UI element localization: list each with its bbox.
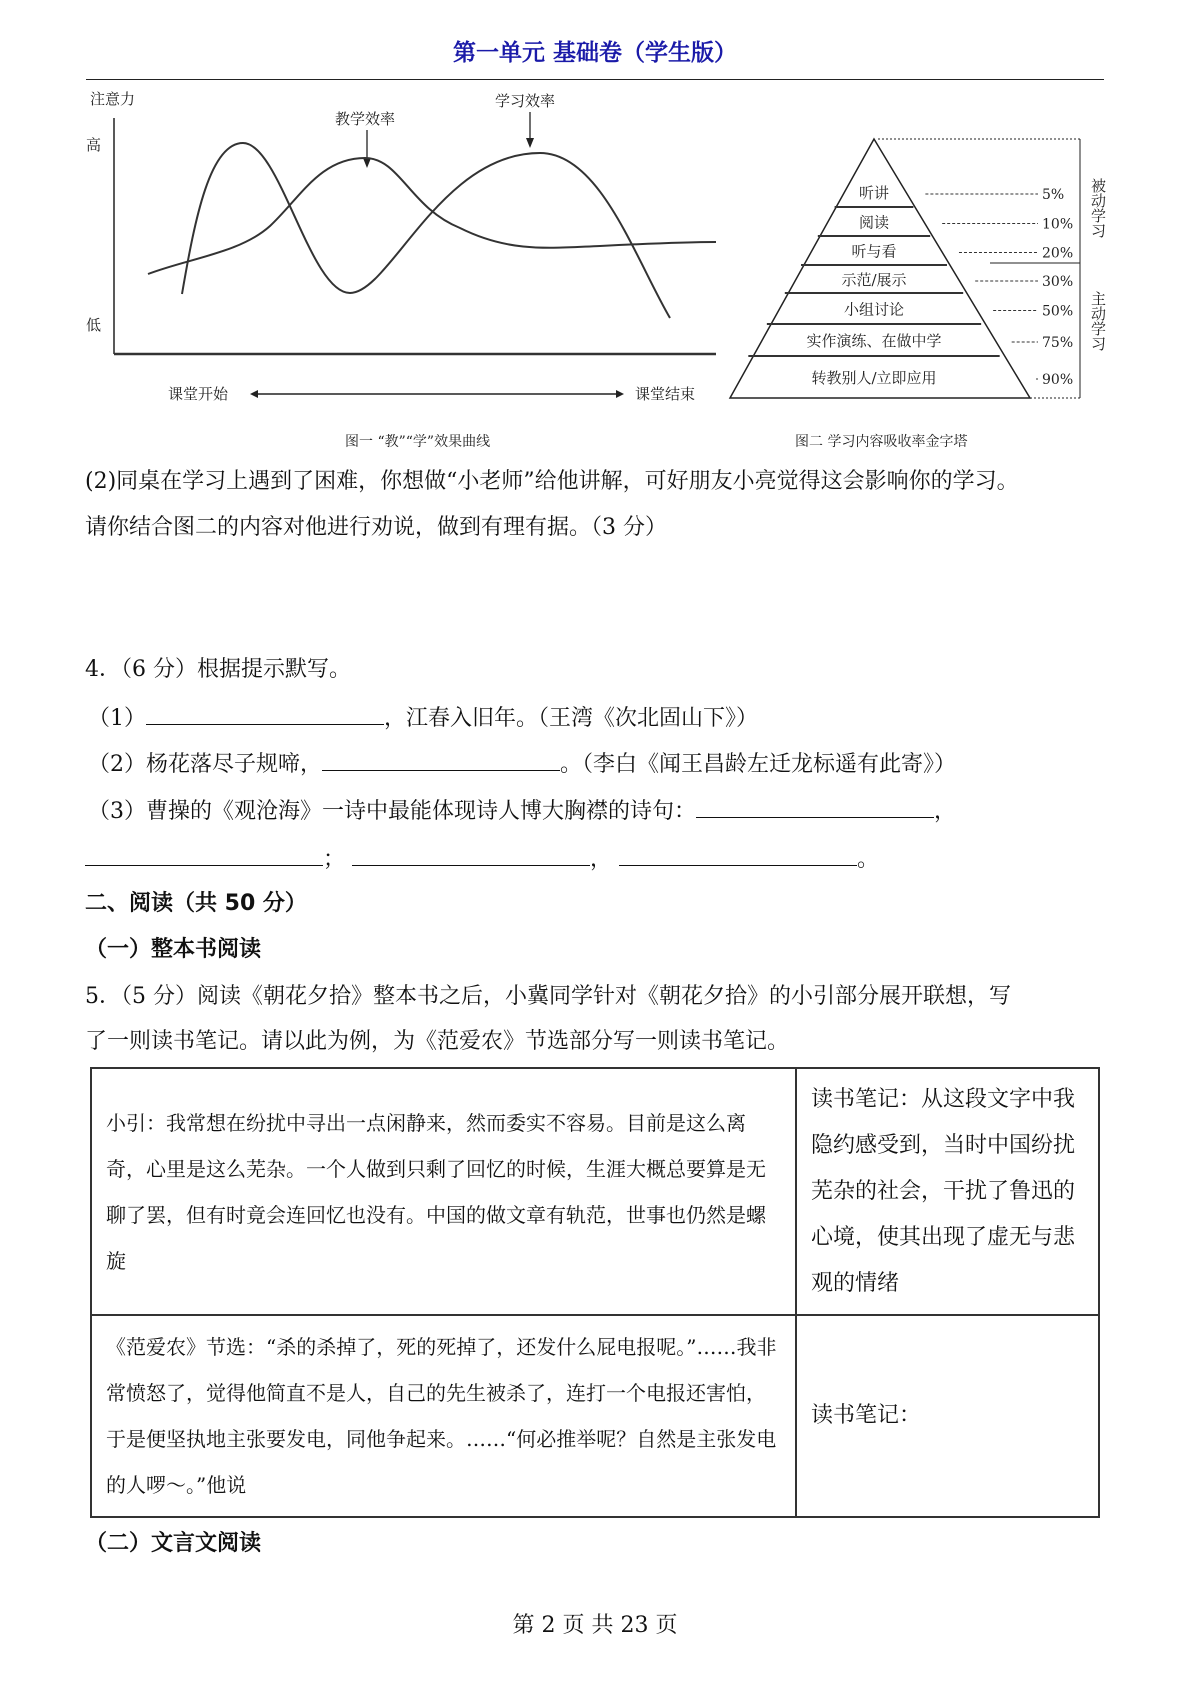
answer-blank[interactable]	[322, 748, 560, 771]
q4-item1-prefix: （1）	[88, 706, 146, 731]
annot-learning: 学习效率	[495, 92, 556, 110]
pyramid-rate: 20%	[1042, 245, 1074, 262]
arrow-icon	[363, 158, 371, 168]
q4-item1	[88, 702, 758, 733]
pyramid-rate: 10%	[1042, 216, 1074, 233]
pyramid-rate: 75%	[1042, 335, 1074, 351]
figure1-attention-curve	[80, 88, 730, 458]
pyramid-level-label: 转教别人/立即应用	[811, 369, 937, 387]
x-start-label: 课堂开始	[168, 385, 229, 403]
q4-item2	[88, 748, 956, 779]
section2-sub1: （一）整本书阅读	[85, 937, 262, 962]
pyramid-level-label: 听讲	[858, 184, 890, 202]
note-cell: 读书笔记：从这段文字中我隐约感受到，当时中国纷扰芜杂的社会，干扰了鲁迅的心境，使其出现了虚无与悲观的情绪	[796, 1068, 1099, 1315]
section2-title: 二、阅读（共 50 分）	[85, 891, 307, 916]
pyramid-level-label: 阅读	[858, 213, 890, 232]
active-learning-label: 主动学习	[1089, 291, 1107, 351]
q4-stem: 4．（6 分）根据提示默写。	[85, 657, 351, 682]
pyramid-level-label: 小组讨论	[843, 300, 905, 319]
q4-item1-suffix: ，江春入旧年。（王湾《次北固山下》）	[384, 706, 759, 731]
page-header-title: 第一单元 基础卷（学生版）	[452, 40, 737, 66]
excerpt-cell: 小引：我常想在纷扰中寻出一点闲静来，然而委实不容易。目前是这么离奇，心里是这么芜杂。一个人做到只剩了回忆的时候，生涯大概总要算是无聊了罢，但有时竟会连回忆也没有。中国的做文章有轨范，世事也仍然是螺旋	[91, 1068, 796, 1315]
pyramid-level-label: 听与看	[851, 242, 897, 261]
annot-teaching: 教学效率	[335, 110, 396, 128]
arrow-icon	[526, 138, 534, 148]
answer-blank[interactable]	[696, 795, 934, 818]
y-high-label: 高	[86, 136, 102, 154]
note-cell-answer[interactable]: 读书笔记：	[796, 1315, 1099, 1517]
table-row	[91, 1068, 1099, 1315]
pyramid-level-label: 示范/展示	[841, 271, 907, 289]
figure2-learning-pyramid	[720, 128, 1120, 458]
pyramid-rate: 5%	[1042, 187, 1065, 203]
q4-item3-cont: ； ， 。	[85, 843, 879, 874]
header-divider	[86, 79, 1104, 80]
pyramid-level-label: 实作演练、在做中学	[806, 332, 942, 350]
pyramid-rate: 50%	[1042, 303, 1074, 320]
pyramid-rate: 90%	[1042, 372, 1074, 388]
page-footer: 第 2 页 共 23 页	[512, 1613, 678, 1638]
q4-item3-prefix: （3）曹操的《观沧海》一诗中最能体现诗人博大胸襟的诗句：	[88, 799, 696, 824]
y-axis-label: 注意力	[90, 90, 136, 108]
q4-item3: （3）曹操的《观沧海》一诗中最能体现诗人博大胸襟的诗句： ，	[88, 795, 956, 826]
q3-2-line1: (2)同桌在学习上遇到了困难，你想做“小老师”给他讲解，可好朋友小亮觉得这会影响你的学习。	[85, 469, 1019, 494]
answer-blank[interactable]	[352, 843, 590, 866]
answer-blank[interactable]	[85, 843, 323, 866]
teaching-efficiency-curve	[148, 158, 716, 274]
q4-item2-prefix: （2）杨花落尽子规啼，	[88, 752, 322, 777]
q5-line2: 了一则读书笔记。请以此为例，为《范爱农》节选部分写一则读书笔记。	[85, 1029, 790, 1054]
q4-item2-suffix: 。（李白《闻王昌龄左迁龙标遥有此寄》）	[560, 752, 957, 777]
pyramid-levels	[748, 184, 1073, 388]
figure1-caption: 图一 “教”“学”效果曲线	[345, 434, 491, 450]
pyramid-rate: 30%	[1042, 274, 1074, 290]
answer-blank[interactable]	[146, 702, 384, 725]
excerpt-cell: 《范爱农》节选：“杀的杀掉了，死的死掉了，还发什么屁电报呢。”……我非常愤怒了，觉得他简直不是人，自己的先生被杀了，连打一个电报还害怕，于是便坚执地主张要发电，同他争起来。……“何必推举呢？自然是主张发电的人啰～。”他说	[91, 1315, 796, 1517]
section2-sub2: （二）文言文阅读	[85, 1531, 262, 1556]
y-low-label: 低	[86, 316, 102, 334]
q3-2-line2: 请你结合图二的内容对他进行劝说，做到有理有据。（3 分）	[85, 515, 667, 540]
q5-line1: 5．（5 分）阅读《朝花夕拾》整本书之后，小冀同学针对《朝花夕拾》的小引部分展开联想，写	[85, 984, 1011, 1009]
x-end-label: 课堂结束	[635, 385, 696, 403]
learning-efficiency-curve	[182, 143, 670, 318]
passive-learning-label: 被动学习	[1089, 178, 1107, 238]
figure2-caption: 图二 学习内容吸收率金字塔	[795, 434, 968, 450]
table-row	[91, 1315, 1099, 1517]
answer-blank[interactable]	[619, 843, 857, 866]
reading-notes-table	[90, 1067, 1100, 1518]
